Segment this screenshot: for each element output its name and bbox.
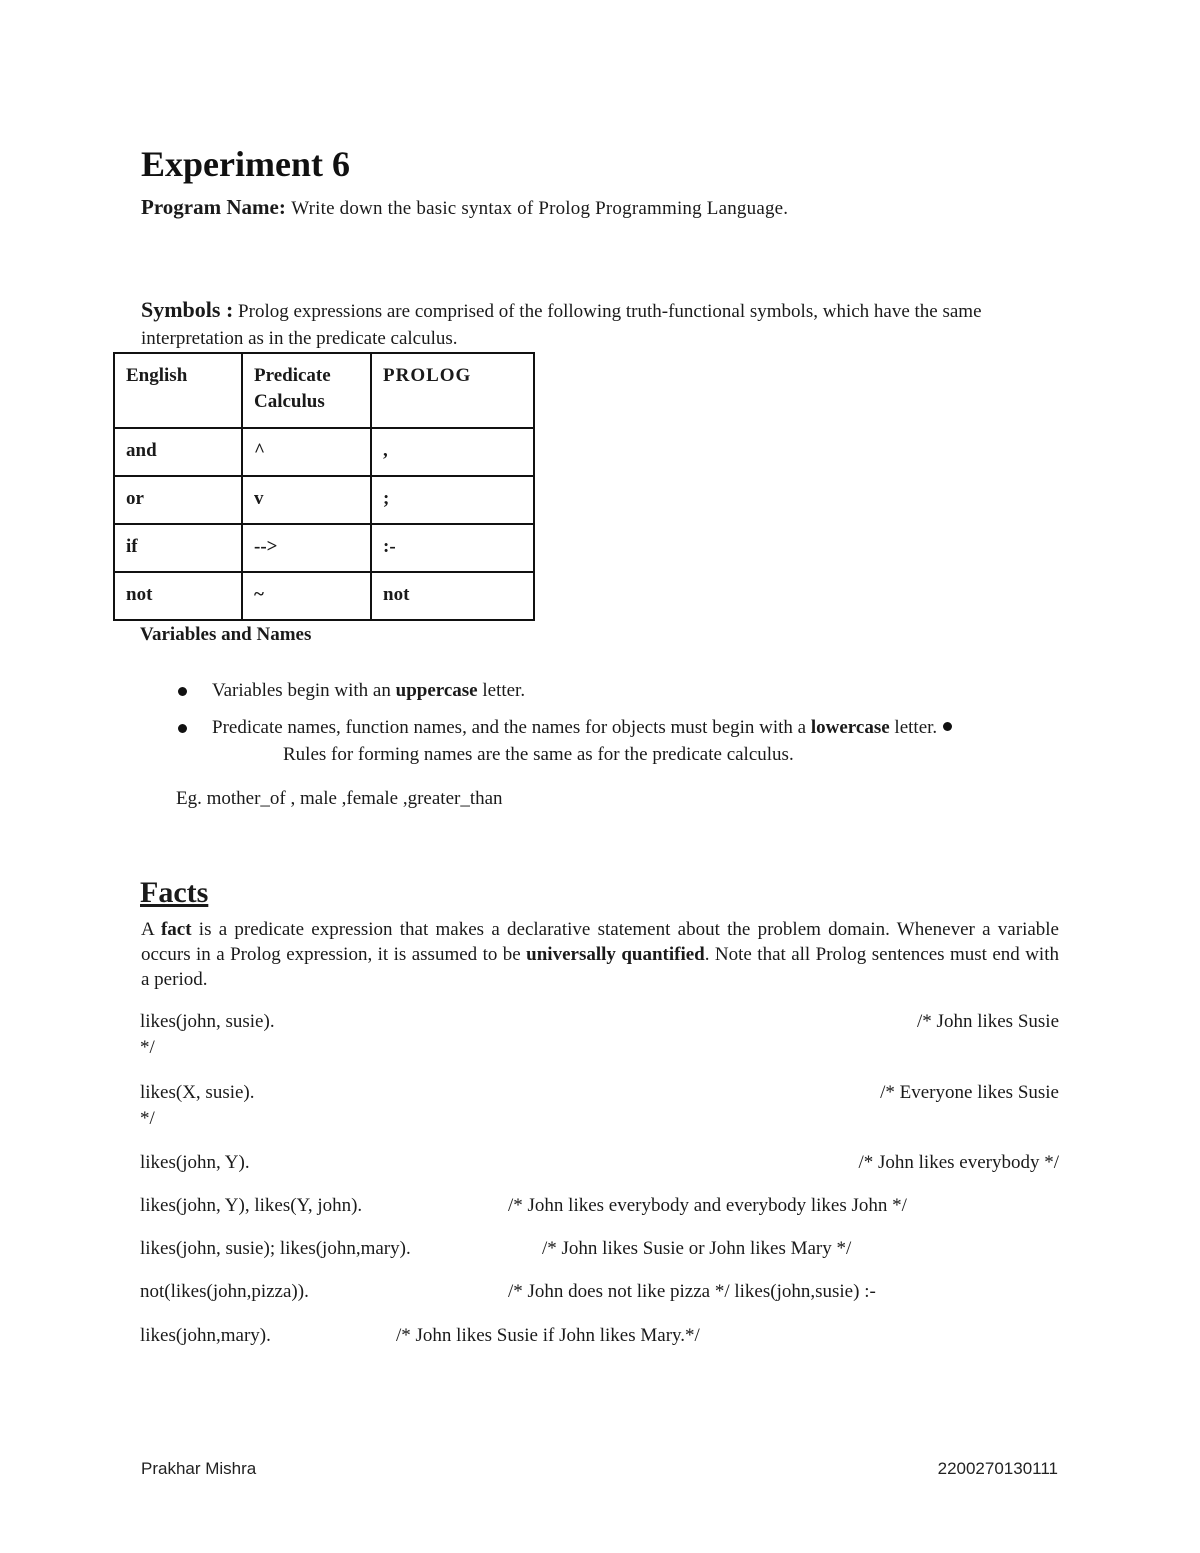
code-comment: /* John does not like pizza */ likes(john,susie) :-	[508, 1281, 876, 1302]
facts-bold-term: universally quantified	[526, 944, 705, 965]
table-header-cell: English	[114, 353, 242, 428]
table-cell: v	[242, 476, 371, 524]
list-item	[178, 680, 525, 702]
table-header-cell: PROLOG	[371, 353, 534, 428]
code-line: likes(john, susie); likes(john,mary).	[140, 1238, 411, 1259]
bullet-continuation-text: Rules for forming names are the same as for the predicate calculus.	[283, 744, 794, 765]
symbols-table	[113, 352, 535, 621]
code-comment: /* John likes Susie if John likes Mary.*/	[396, 1325, 700, 1346]
bullet-text-bold: uppercase	[395, 680, 478, 701]
table-cell: if	[114, 524, 242, 572]
bullet-icon	[178, 687, 187, 696]
table-cell: not	[371, 572, 534, 620]
facts-bold-term: fact	[160, 919, 192, 940]
list-item	[178, 717, 952, 739]
table-cell: -->	[242, 524, 371, 572]
program-name-label: Program Name:	[141, 195, 286, 219]
code-line: likes(john, Y).	[140, 1152, 250, 1173]
code-comment: /* John likes Susie	[917, 1011, 1059, 1032]
table-cell: ;	[371, 476, 534, 524]
table-header-row	[114, 353, 534, 428]
footer-author-name: Prakhar Mishra	[141, 1459, 257, 1478]
bullet-text-bold: lowercase	[810, 717, 890, 738]
code-line: not(likes(john,pizza)).	[140, 1281, 309, 1302]
bullet-icon	[943, 722, 952, 731]
facts-heading: Facts	[140, 876, 209, 909]
facts-paragraph	[141, 917, 1059, 992]
bullet-text-part: Predicate names, function names, and the names for objects must begin with a	[212, 717, 811, 738]
symbols-label: Symbols :	[141, 297, 234, 322]
bullet-icon	[178, 724, 187, 733]
table-cell: :-	[371, 524, 534, 572]
table-cell: ,	[371, 428, 534, 476]
table-cell: and	[114, 428, 242, 476]
code-comment: /* John likes everybody */	[858, 1152, 1059, 1173]
facts-text: . Note that all Prolog sentences must end with a period.	[141, 944, 1059, 990]
bullet-text-part: letter.	[889, 717, 938, 738]
variables-heading: Variables and Names	[140, 624, 312, 645]
bullet-text-part: letter.	[477, 680, 526, 701]
example-line: Eg. mother_of , male ,female ,greater_than	[176, 788, 503, 809]
bullet-text	[212, 717, 952, 738]
table-cell: not	[114, 572, 242, 620]
bullet-text-part: Variables begin with an	[212, 680, 396, 701]
table-cell: or	[114, 476, 242, 524]
table-cell: ^	[242, 428, 371, 476]
code-line: */	[140, 1108, 155, 1129]
facts-text: is a predicate expression that makes a declarative statement about the problem domain. Whenever a variable occurs in a Prolog expression, it is assumed to be	[141, 919, 1059, 965]
code-comment: /* John likes Susie or John likes Mary */	[542, 1238, 852, 1259]
table-row	[114, 476, 534, 524]
code-line: */	[140, 1037, 155, 1058]
page-title: Experiment 6	[141, 144, 350, 184]
symbols-text: Prolog expressions are comprised of the following truth-functional symbols, which have the same interpretation as in the predicate calculus.	[141, 301, 982, 349]
code-line: likes(X, susie).	[140, 1082, 255, 1103]
footer-student-id: 2200270130111	[937, 1459, 1058, 1478]
program-name-line	[141, 195, 788, 220]
code-comment: /* John likes everybody and everybody likes John */	[508, 1195, 907, 1216]
code-line: likes(john,mary).	[140, 1325, 271, 1346]
program-name-value: Write down the basic syntax of Prolog Programming Language.	[291, 198, 789, 219]
symbols-paragraph	[141, 296, 1061, 352]
code-comment: /* Everyone likes Susie	[880, 1082, 1059, 1103]
bullet-text	[212, 680, 525, 701]
code-line: likes(john, susie).	[140, 1011, 275, 1032]
table-cell: ~	[242, 572, 371, 620]
table-row	[114, 428, 534, 476]
table-row	[114, 572, 534, 620]
code-line: likes(john, Y), likes(Y, john).	[140, 1195, 363, 1216]
facts-text: A	[141, 919, 161, 940]
table-header-cell: Predicate Calculus	[242, 353, 371, 428]
table-row	[114, 524, 534, 572]
